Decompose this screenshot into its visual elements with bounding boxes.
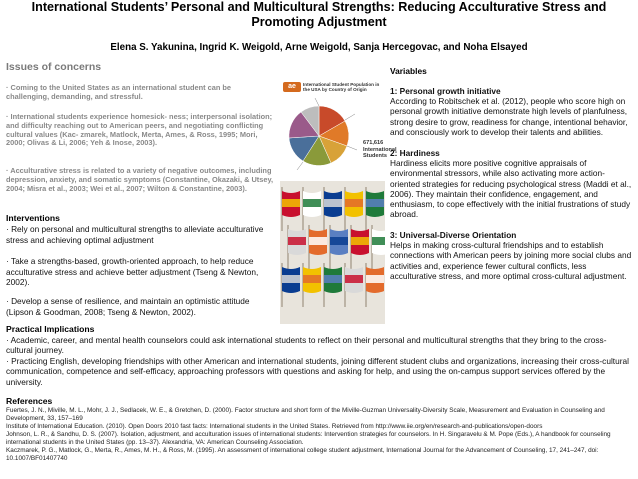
flag-stripe [345,275,363,283]
flag-stripe [345,199,363,207]
flag-stripe [282,275,300,283]
variable-block [390,230,634,281]
practical-item: · Academic, career, and mental health counselors could ask international students to reflect on their personal and multicultural strengths that they bring to the cross-cultural journey. [6,335,607,356]
references-heading: References [6,396,53,406]
practical-item: · Practicing English, developing friendships with other American and international students, joining different student clubs and organizations, increasing their cross-cultural communication, competence and self-efficacy, approaching professors with questions and asking for help, and using the on-campus support services offered by the university. [6,356,629,387]
issue-item: · Acculturative stress is related to a variety of negative outcomes, including depression, anxiety, and somatic symptoms (Constantine, Okazaki, & Utsey, 2004; Misra et al., 2003; Wei et al., 2007; Wilton & Constantine, 2003). [6,166,274,193]
variable-title: 3: Universal-Diverse Orientation [390,230,517,240]
poster-title: International Students’ Personal and Multicultural Strengths: Reducing Acculturative Stress and Promoting Adjustment [31,0,607,29]
flag-stripe [366,199,384,207]
intervention-item: · Rely on personal and multicultural strengths to alleviate acculturative stress and achieving optimal adjustment [6,224,264,245]
intervention-item: · Take a strengths-based, growth-oriented approach, to help reduce acculturative stress and achieve better adjustment (Tseng & Newton, 2002). [6,256,259,287]
interventions-heading: Interventions [6,213,60,223]
ae-logo: ae [283,82,301,92]
flag-stripe [303,199,321,207]
issue-item: · Coming to the United States as an international student can be challenging, demanding, and stressful. [6,83,232,101]
flag-stripe [366,275,384,283]
poster-authors: Elena S. Yakunina, Ingrid K. Weigold, Arne Weigold, Sanja Hercegovac, and Noha Elsayed [110,42,528,53]
flag-stripe [372,237,385,245]
flag-stripe [282,199,300,207]
flag-stripe [309,237,327,245]
flag-stripe [351,237,369,245]
reference-item: Johnson, L. R., & Sandhu, D. S. (2007). Isolation, adjustment, and acculturation issues of international students: Intervention strategies for counselors. In H. Singaravelu & M. Pope (Eds.), A handbook for counseling international students in the United States (pp. 13–37). Alexandria, VA: American Counseling Association. [6,431,611,446]
intervention-item: · Develop a sense of resilience, and maintain an optimistic attitude (Lipson & Goodman, 2008; Tseng & Newton, 2002). [6,296,250,317]
variable-block [390,86,634,137]
reference-item: Institute of International Education. (2010). Open Doors 2010 fast facts: International students in the United States. Retrieved from http://www.iie.org/en/research-and-publications/open-doors [6,423,543,430]
issue-item: · International students experience homesick- ness; interpersonal isolation; and difficulty reaching out to American peers, and negotiating conflicting cultural values (Kac- zmarek, Matlock, Merta, Ames, & Ross, 1995; Mori, 2000; Olivas & Li, 2006; Yeh & Inose, 2003). [6,112,273,148]
variable-block [390,148,634,219]
student-population-infographic [281,80,397,177]
issues-heading: Issues of concerns [6,61,102,73]
infographic-title: International Student Population in the USA by Country of Origin [303,82,380,92]
variable-title: 1: Personal growth initiative [390,86,501,96]
flag-stripe [288,237,306,245]
variable-text: According to Robitschek et al. (2012), people who score high on personal growth initiative demonstrate high levels of planfulness, strong desire to grow, readiness for change, intentional behavior, and consciously work to develop their talents and abilities. [390,96,628,137]
variable-text: Hardiness elicits more positive cognitive appraisals of environmental stressors, while also activating more action-oriented strategies for reducing psychological stress (Maddi et al., 2006). They maintain their confidence, engagement, and enthusiasm, to cope effectively with the initial frustrations of study abroad. [390,158,632,220]
flag-stripe [324,199,342,207]
reference-item: Fuertes, J. N., Miville, M. L., Mohr, J. J., Sedlacek, W. E., & Gretchen, D. (2000). Factor structure and short form of the Miville-Guzman Universality-Diversity Scale, Measurement and Evaluation in Counseling and Development, 33, 157–169 [6,407,605,422]
flags-illustration [280,181,385,324]
pie-graphic [281,80,397,177]
flag-stripe [330,237,348,245]
flag-stripe [324,275,342,283]
flag-stripe [303,275,321,283]
flags-photo [280,181,385,324]
reference-item: Kaczmarek, P. G., Matlock, G., Merta, R., Ames, M. H., & Ross, M. (1995). An assessment of international college student adjustment, International Journal for the Advancement of Counseling, 17, 241–247, doi: 10.1007/BF01407740 [6,447,599,462]
variable-text: Helps in making cross-cultural friendships and to establish connections with American peers by joining more social clubs and activities and, experience fewer cultural conflicts, less acculturative stress, and more optimal cross-cultural adjustment. [390,240,632,281]
variables-heading: Variables [390,66,427,76]
practical-heading: Practical Implications [6,324,95,334]
infographic-total: 671,616 International Students [363,140,397,159]
variable-title: 2: Hardiness [390,148,440,158]
